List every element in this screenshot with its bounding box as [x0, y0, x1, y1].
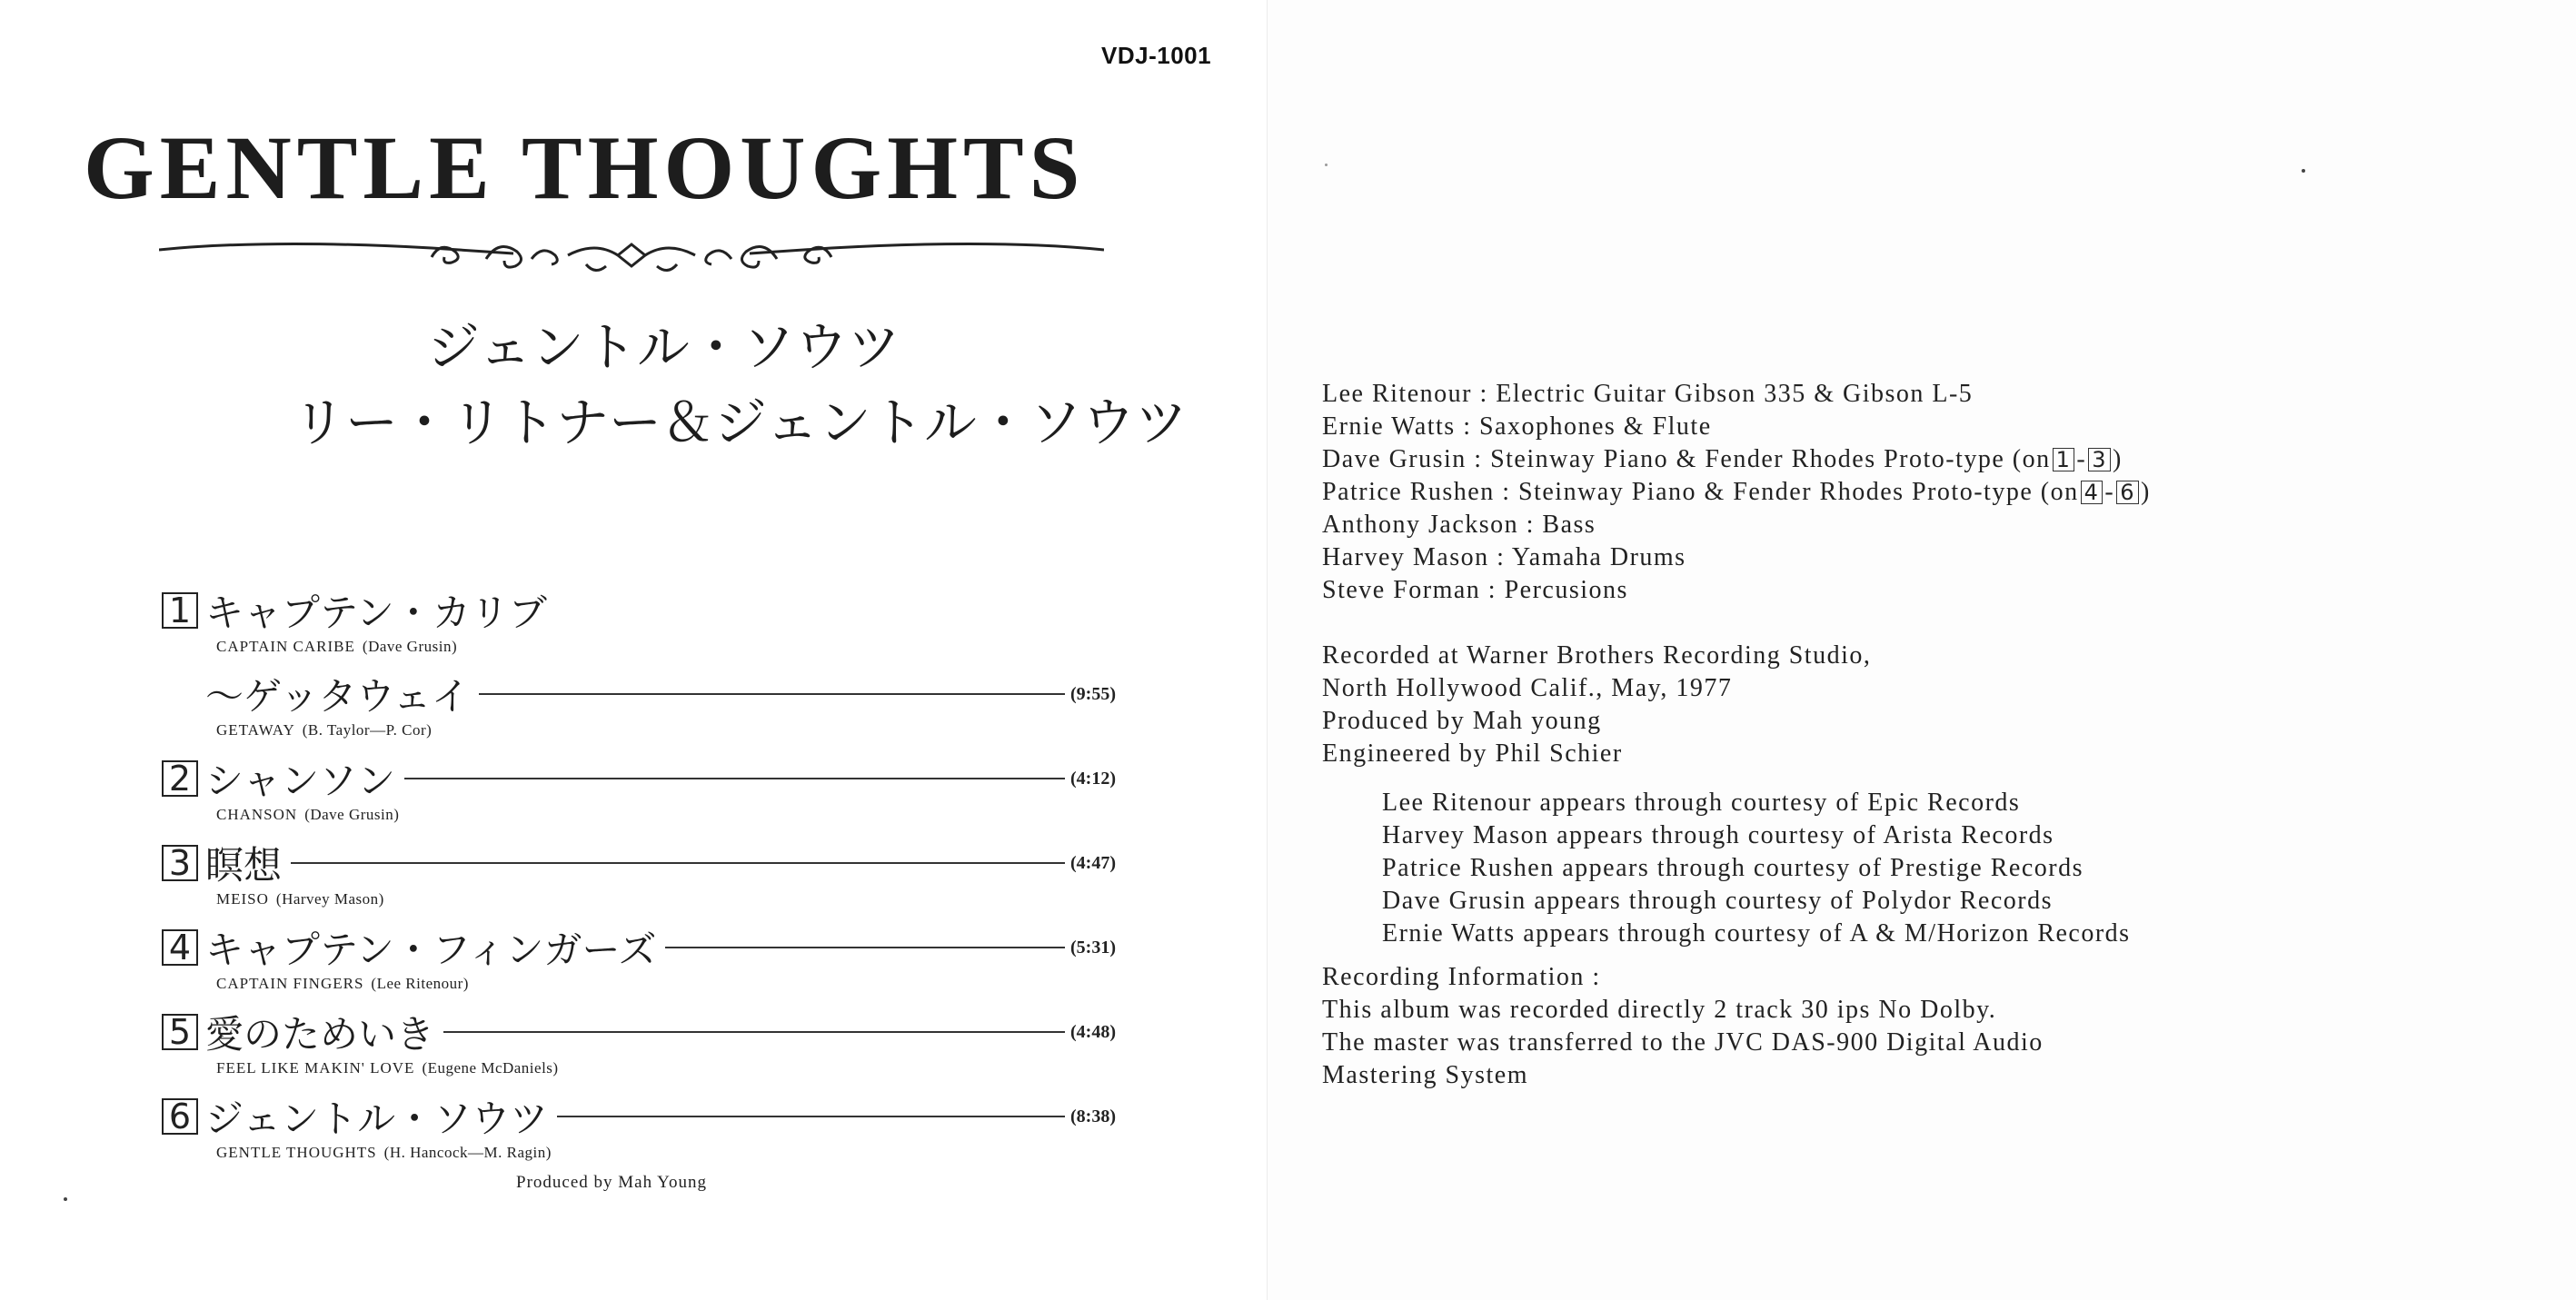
track-duration: (4:48)	[1070, 1021, 1116, 1042]
track-title-en: GENTLE THOUGHTS (H. Hancock—M. Ragin)	[216, 1144, 552, 1161]
track-composer: (Lee Ritenour)	[371, 975, 469, 992]
personnel-line: Ernie Watts : Saxophones & Flute	[1322, 412, 1712, 441]
personnel-line: Dave Grusin : Steinway Piano & Fender Rhodes Proto-type (on 1 - 3 )	[1322, 445, 2123, 473]
print-speck	[2302, 169, 2305, 173]
catalog-number: VDJ-1001	[1101, 42, 1212, 69]
recording-info-heading: Recording Information :	[1322, 963, 1601, 991]
recording-line: Recorded at Warner Brothers Recording Studio,	[1322, 641, 1872, 670]
recording-line: North Hollywood Calif., May, 1977	[1322, 674, 1733, 702]
recording-info-line: This album was recorded directly 2 track 30 ips No Dolby.	[1322, 996, 1997, 1024]
track-title-jp: ～ゲッタウェイ	[205, 674, 470, 719]
album-title: GENTLE THOUGHTS	[84, 117, 1086, 218]
track-number-box: 6	[162, 1098, 198, 1135]
track-title-jp: キャプテン・カリブ	[205, 590, 547, 635]
courtesy-line: Harvey Mason appears through courtesy of Arista Records	[1382, 821, 2054, 849]
track-composer: (Dave Grusin)	[362, 638, 458, 655]
track-composer: (B. Taylor—P. Cor)	[302, 721, 433, 739]
track-number-box: 1	[2053, 448, 2075, 471]
personnel-line: Harvey Mason : Yamaha Drums	[1322, 543, 1686, 571]
personnel-line: Steve Forman : Percusions	[1322, 576, 1628, 604]
track-composer: (H. Hancock—M. Ragin)	[383, 1144, 552, 1161]
track-number-box: 3	[162, 845, 198, 881]
track-duration: (8:38)	[1070, 1106, 1116, 1126]
personnel-list	[1322, 378, 2521, 607]
leader-line	[665, 947, 1065, 948]
recording-information	[1322, 961, 2521, 1092]
personnel-line: Anthony Jackson : Bass	[1322, 511, 1596, 539]
recording-info-line: Mastering System	[1322, 1061, 1528, 1089]
track-number-box: 2	[162, 760, 198, 797]
track-4	[162, 926, 1116, 1007]
track-number-box: 4	[162, 929, 198, 966]
track-title-jp: ジェントル・ソウツ	[205, 1097, 549, 1141]
personnel-line: Lee Ritenour : Electric Guitar Gibson 335 & Gibson L-5	[1322, 380, 1974, 408]
courtesy-line: Dave Grusin appears through courtesy of Polydor Records	[1382, 887, 2054, 915]
track-duration: (5:31)	[1070, 937, 1116, 958]
recording-line: Engineered by Phil Schier	[1322, 739, 1623, 768]
courtesy-line: Ernie Watts appears through courtesy of A & M/Horizon Records	[1382, 919, 2131, 948]
courtesy-line: Patrice Rushen appears through courtesy of Prestige Records	[1382, 854, 2084, 882]
recording-credits	[1322, 640, 2521, 770]
left-panel	[0, 0, 1268, 1300]
track-3	[162, 841, 1116, 923]
track-duration: (4:47)	[1070, 852, 1116, 873]
leader-line	[557, 1116, 1065, 1117]
japanese-artist: リー・リトナー＆ジェントル・ソウツ	[293, 392, 1188, 453]
track-title-en: MEISO (Harvey Mason)	[216, 890, 384, 908]
recording-info-line: The master was transferred to the JVC DAS-900 Digital Audio	[1322, 1028, 2044, 1057]
track-duration: (4:12)	[1070, 768, 1116, 789]
produced-by: Produced by Mah Young	[516, 1173, 707, 1192]
track-title-en: FEEL LIKE MAKIN' LOVE (Eugene McDaniels)	[216, 1059, 559, 1077]
track-title-jp: シャンソン	[205, 759, 396, 803]
track-title-jp: 愛のためいき	[205, 1012, 435, 1057]
track-title-en: GETAWAY (B. Taylor—P. Cor)	[216, 721, 433, 739]
track-number-box: 6	[2116, 481, 2139, 504]
track-title-jp: 瞑想	[205, 843, 283, 888]
track-title-en: CAPTAIN FINGERS (Lee Ritenour)	[216, 975, 469, 992]
track-composer: (Harvey Mason)	[275, 890, 384, 908]
track-5	[162, 1010, 1116, 1092]
track-1	[162, 589, 1116, 670]
track-6	[162, 1095, 1116, 1176]
track-1b	[162, 672, 1116, 754]
track-number-box: 3	[2088, 448, 2111, 471]
track-number-box: 5	[162, 1014, 198, 1050]
track-composer: (Eugene McDaniels)	[422, 1059, 559, 1077]
leader-line	[443, 1031, 1065, 1033]
track-2	[162, 757, 1116, 839]
leader-line	[479, 693, 1065, 695]
leader-line	[291, 862, 1065, 864]
print-speck	[64, 1197, 67, 1201]
leader-line	[404, 778, 1065, 779]
print-speck	[1325, 164, 1328, 166]
track-number-blank	[162, 676, 198, 712]
japanese-title: ジェントル・ソウツ	[427, 316, 900, 378]
track-composer: (Dave Grusin)	[304, 806, 400, 823]
track-number-box: 4	[2081, 481, 2104, 504]
track-number-box: 1	[162, 592, 198, 629]
courtesy-line: Lee Ritenour appears through courtesy of Epic Records	[1382, 789, 2021, 817]
ornament-flourish	[159, 232, 1104, 286]
track-title-en: CHANSON (Dave Grusin)	[216, 806, 400, 823]
track-title-jp: キャプテン・フィンガーズ	[205, 928, 657, 972]
track-title-en: CAPTAIN CARIBE (Dave Grusin)	[216, 638, 458, 655]
track-duration: (9:55)	[1070, 683, 1116, 704]
recording-line: Produced by Mah young	[1322, 707, 1602, 735]
courtesy-list	[1322, 787, 2521, 950]
personnel-line: Patrice Rushen : Steinway Piano & Fender Rhodes Proto-type (on 4 - 6 )	[1322, 478, 2151, 506]
